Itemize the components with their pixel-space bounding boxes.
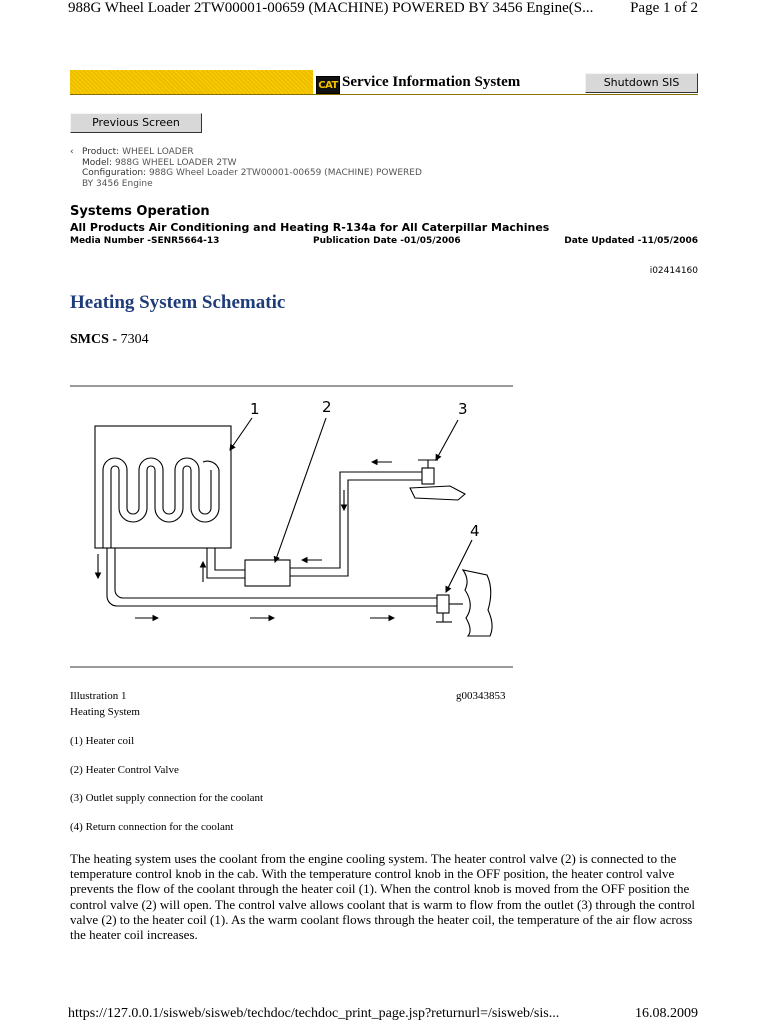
callout-4: 4 xyxy=(470,522,480,540)
product-context: ‹ Product: WHEEL LOADER Model: 988G WHEEL LOADER 2TW Configuration: 988G Wheel Loader 2TW00001-00659 (MACHINE) POWERED BY 3456 Engine xyxy=(70,147,422,189)
chevron-left-icon[interactable]: ‹ xyxy=(70,147,74,157)
product-value: WHEEL LOADER xyxy=(122,147,194,157)
callout-1: 1 xyxy=(250,400,260,418)
cat-logo: CAT xyxy=(316,76,340,94)
illustration-code: g00343853 xyxy=(456,690,506,702)
date-updated: Date Updated -11/05/2006 xyxy=(564,236,698,246)
smcs-code: SMCS - 7304 xyxy=(70,332,149,347)
publication-date: Publication Date -01/05/2006 xyxy=(313,236,461,246)
footer-url: https://127.0.0.1/sisweb/sisweb/techdoc/techdoc_print_page.jsp?returnurl=/sisweb/sis... xyxy=(68,1006,560,1021)
print-title: 988G Wheel Loader 2TW00001-00659 (MACHINE) POWERED BY 3456 Engine(S... xyxy=(68,0,594,16)
section-title: Systems Operation xyxy=(70,204,210,219)
model-value: 988G WHEEL LOADER 2TW xyxy=(114,157,237,168)
config-value: 988G Wheel Loader 2TW00001-00659 (MACHINE) POWERED xyxy=(148,168,422,178)
legend-item: (1) Heater coil xyxy=(70,735,135,747)
previous-screen-button[interactable]: Previous Screen xyxy=(70,113,202,133)
legend-item: (4) Return connection for the coolant xyxy=(70,821,234,833)
heating-schematic xyxy=(70,390,513,645)
callout-3: 3 xyxy=(458,400,468,418)
document-subtitle: All Products Air Conditioning and Heating R-134a for All Caterpillar Machines xyxy=(70,221,550,234)
print-footer xyxy=(68,1006,698,1024)
page-title: Heating System Schematic xyxy=(70,292,286,313)
footer-date: 16.08.2009 xyxy=(635,1006,698,1021)
media-number: Media Number -SENR5664-13 xyxy=(70,236,220,246)
print-header xyxy=(68,0,698,22)
legend-item: (3) Outlet supply connection for the coolant xyxy=(70,792,264,804)
illustration-title: Heating System xyxy=(70,706,140,718)
legend-item: (2) Heater Control Valve xyxy=(70,764,179,776)
document-id: i02414160 xyxy=(649,266,698,276)
callout-2: 2 xyxy=(322,398,332,416)
illustration-label: Illustration 1 xyxy=(70,690,127,702)
divider xyxy=(70,666,513,668)
sis-title: Service Information System xyxy=(342,74,521,90)
body-paragraph: The heating system uses the coolant from the engine cooling system. The heater control valve (2) is connected to the temperature control knob in the cab. With the temperature control knob in the OFF position, the heater control valve prevents the flow of the coolant through the heater coil (1). When the control knob is moved from the OFF position the control valve (2) will open. The control valve allows coolant that is warm to flow from the outlet (3) through the control valve (2) to the heater coil (1). As the warm coolant flows through the heater coil, the temperature of the air flow across the heater coil increases. xyxy=(70,851,696,943)
shutdown-sis-button[interactable]: Shutdown SIS xyxy=(585,73,698,93)
page-number: Page 1 of 2 xyxy=(630,0,698,16)
divider xyxy=(70,385,513,387)
control-valve xyxy=(245,560,290,586)
